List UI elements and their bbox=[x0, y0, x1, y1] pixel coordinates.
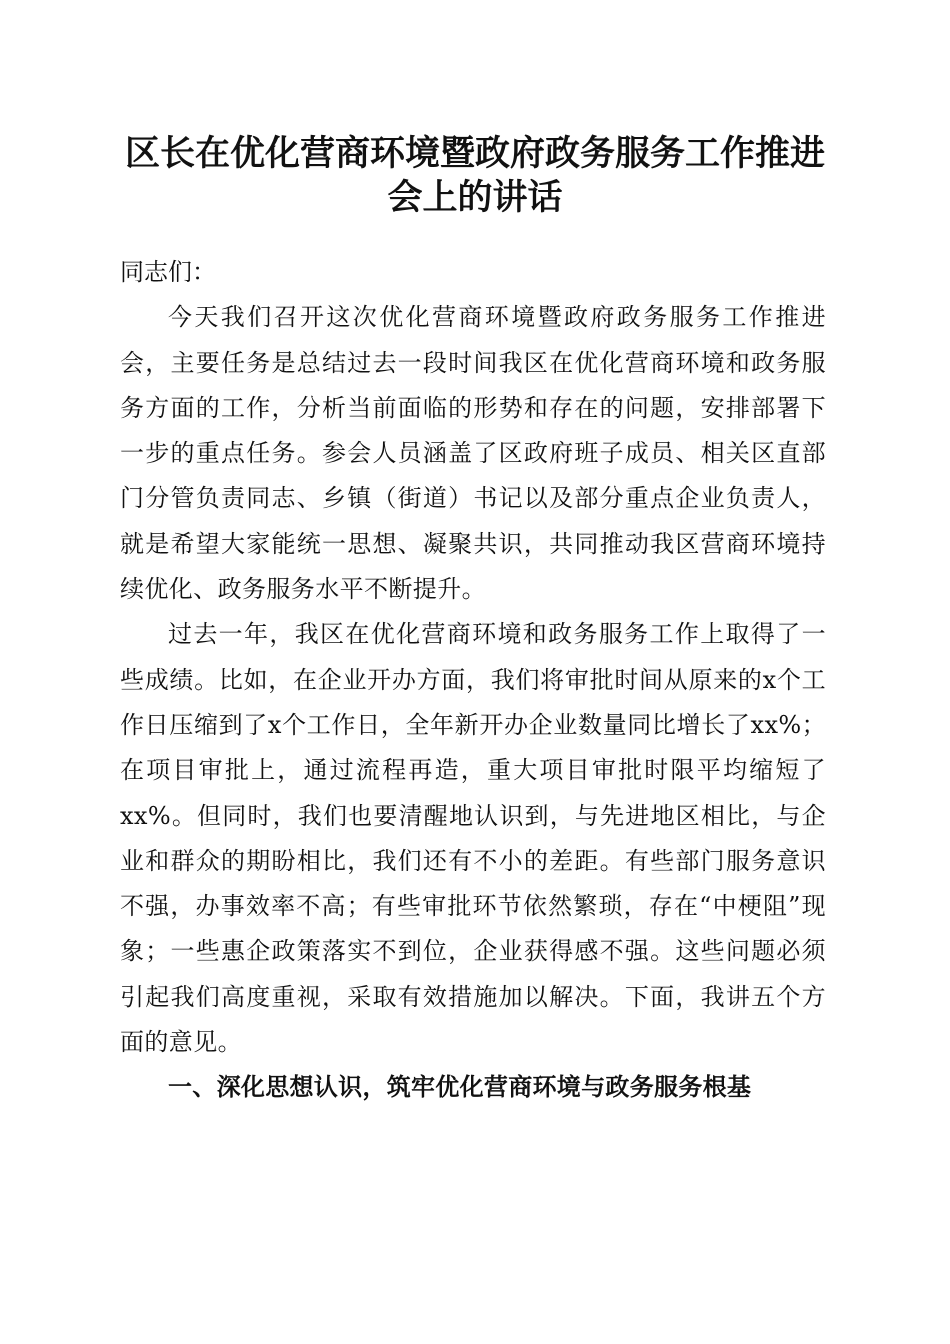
section-heading-1: 一、深化思想认识，筑牢优化营商环境与政务服务根基 bbox=[168, 1073, 752, 1102]
salutation: 同志们： bbox=[120, 258, 216, 286]
document-body bbox=[120, 250, 826, 1111]
paragraph-1: 今天我们召开这次优化营商环境暨政府政务服务工作推进会，主要任务是总结过去一段时间我区在优化营商环境和政务服务方面的工作，分析当前面临的形势和存在的问题，安排部署下一步的重点任务。参会人员涵盖了区政府班子成员、相关区直部门分管负责同志、乡镇（街道）书记以及部分重点企业负责人，就是希望大家能统一思想、凝聚共识，共同推动我区营商环境持续优化、政务服务水平不断提升。 bbox=[120, 303, 826, 604]
title-line-1: 区长在优化营商环境暨政府政务服务工作推进 bbox=[124, 133, 825, 174]
paragraph-2: 过去一年，我区在优化营商环境和政务服务工作上取得了一些成绩。比如，在企业开办方面，我们将审批时间从原来的x个工作日压缩到了x个工作日，全年新开办企业数量同比增长了xx%；在项目审批上，通过流程再造，重大项目审批时限平均缩短了xx%。但同时，我们也要清醒地认识到，与先进地区相比，与企业和群众的期盼相比，我们还有不小的差距。有些部门服务意识不强，办事效率不高；有些审批环节依然繁琐，存在“中梗阻”现象；一些惠企政策落实不到位，企业获得感不强。这些问题必须引起我们高度重视，采取有效措施加以解决。下面，我讲五个方面的意见。 bbox=[120, 620, 826, 1057]
document-title bbox=[100, 132, 850, 220]
title-line-2: 会上的讲话 bbox=[387, 177, 563, 218]
